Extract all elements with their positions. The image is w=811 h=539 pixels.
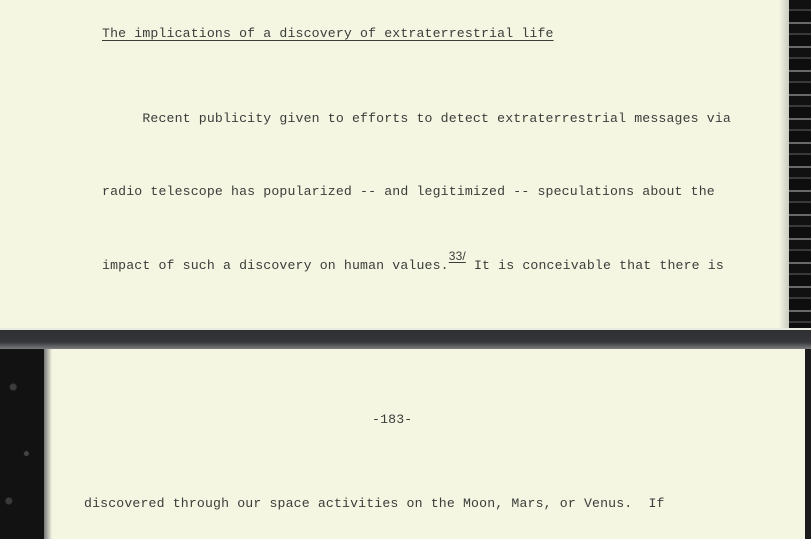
paragraph-line xyxy=(102,249,755,277)
page-binding-shadow xyxy=(44,349,52,539)
page-separator xyxy=(0,328,811,349)
page-edge xyxy=(805,349,811,539)
paragraph-line-end: It is conceivable that there is xyxy=(465,258,724,274)
bottom-page-scan xyxy=(0,349,811,539)
footnote-reference: 33/ xyxy=(448,249,466,264)
paragraph-line: radio telescope has popularized -- and legitimized -- speculations about the xyxy=(102,184,715,200)
section-heading: The implications of a discovery of extraterrestrial life xyxy=(102,26,554,41)
paragraph-line: Recent publicity given to efforts to detect extraterrestrial messages via xyxy=(102,110,731,126)
top-paragraph xyxy=(102,58,755,328)
bottom-paragraph xyxy=(84,443,681,539)
paragraph-line: discovered through our space activities on the Moon, Mars, or Venus. If xyxy=(84,496,665,512)
page-binding-edge xyxy=(789,0,811,328)
page-binding-edge xyxy=(0,349,44,539)
page-number: -183- xyxy=(372,412,413,427)
paragraph-line-start: impact of such a discovery on human values. xyxy=(102,258,449,274)
page-binding-shadow xyxy=(779,0,789,328)
